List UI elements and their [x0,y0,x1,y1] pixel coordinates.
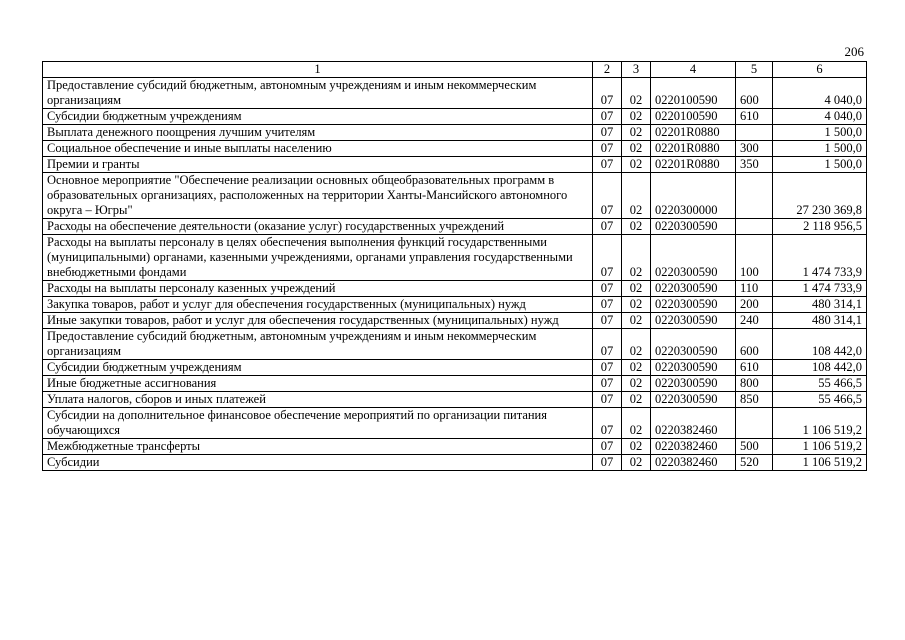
header-cell-6: 6 [773,62,867,78]
subsection-code-cell: 02 [622,313,651,329]
target-article-cell: 0220300590 [651,235,736,281]
amount-cell: 1 106 519,2 [773,455,867,471]
expense-name-cell: Закупка товаров, работ и услуг для обеспечения государственных (муниципальных) нужд [43,297,593,313]
amount-cell: 480 314,1 [773,313,867,329]
target-article-cell: 0220300590 [651,313,736,329]
expense-name-cell: Уплата налогов, сборов и иных платежей [43,392,593,408]
target-article-cell: 0220300590 [651,329,736,360]
section-code-cell: 07 [593,313,622,329]
expense-name-cell: Расходы на обеспечение деятельности (оказание услуг) государственных учреждений [43,219,593,235]
section-code-cell: 07 [593,173,622,219]
table-row [43,376,867,392]
section-code-cell: 07 [593,78,622,109]
target-article-cell: 02201R0880 [651,125,736,141]
section-code-cell: 07 [593,157,622,173]
target-article-cell: 0220382460 [651,455,736,471]
amount-cell: 1 474 733,9 [773,235,867,281]
header-cell-2: 2 [593,62,622,78]
header-cell-5: 5 [736,62,773,78]
table-row [43,439,867,455]
expense-type-cell: 610 [736,360,773,376]
section-code-cell: 07 [593,392,622,408]
target-article-cell: 0220300590 [651,297,736,313]
section-code-cell: 07 [593,297,622,313]
expense-name-cell: Социальное обеспечение и иные выплаты населению [43,141,593,157]
amount-cell: 1 500,0 [773,141,867,157]
expense-type-cell [736,125,773,141]
expense-type-cell [736,408,773,439]
target-article-cell: 0220382460 [651,439,736,455]
expense-name-cell: Иные закупки товаров, работ и услуг для обеспечения государственных (муниципальных) нужд [43,313,593,329]
table-row [43,141,867,157]
subsection-code-cell: 02 [622,109,651,125]
table-row [43,109,867,125]
subsection-code-cell: 02 [622,141,651,157]
expense-name-cell: Выплата денежного поощрения лучшим учителям [43,125,593,141]
amount-cell: 108 442,0 [773,360,867,376]
table-row [43,313,867,329]
budget-table [42,61,867,471]
target-article-cell: 0220300590 [651,392,736,408]
expense-type-cell: 800 [736,376,773,392]
page-number: 206 [844,44,864,59]
table-row [43,392,867,408]
target-article-cell: 02201R0880 [651,141,736,157]
table-row [43,281,867,297]
table-row [43,219,867,235]
section-code-cell: 07 [593,455,622,471]
expense-type-cell: 600 [736,329,773,360]
subsection-code-cell: 02 [622,360,651,376]
expense-type-cell: 240 [736,313,773,329]
expense-type-cell: 200 [736,297,773,313]
subsection-code-cell: 02 [622,455,651,471]
header-cell-4: 4 [651,62,736,78]
table-row [43,455,867,471]
table-row [43,329,867,360]
amount-cell: 4 040,0 [773,109,867,125]
section-code-cell: 07 [593,408,622,439]
expense-name-cell: Премии и гранты [43,157,593,173]
expense-type-cell: 100 [736,235,773,281]
subsection-code-cell: 02 [622,329,651,360]
table-row [43,78,867,109]
amount-cell: 480 314,1 [773,297,867,313]
amount-cell: 108 442,0 [773,329,867,360]
table-row [43,360,867,376]
table-row [43,297,867,313]
expense-type-cell: 850 [736,392,773,408]
target-article-cell: 0220300590 [651,281,736,297]
amount-cell: 1 106 519,2 [773,439,867,455]
expense-name-cell: Межбюджетные трансферты [43,439,593,455]
expense-type-cell: 520 [736,455,773,471]
section-code-cell: 07 [593,235,622,281]
header-cell-3: 3 [622,62,651,78]
subsection-code-cell: 02 [622,297,651,313]
amount-cell: 1 474 733,9 [773,281,867,297]
target-article-cell: 0220382460 [651,408,736,439]
amount-cell: 1 500,0 [773,157,867,173]
expense-name-cell: Предоставление субсидий бюджетным, автономным учреждениям и иным некоммерческим организациям [43,329,593,360]
subsection-code-cell: 02 [622,392,651,408]
expense-type-cell: 610 [736,109,773,125]
target-article-cell: 0220300590 [651,219,736,235]
expense-name-cell: Расходы на выплаты персоналу в целях обеспечения выполнения функций государственными (муниципальными) органами, казенными учреждениями, органами управления государственными внебюджетными фондами [43,235,593,281]
expense-name-cell: Субсидии на дополнительное финансовое обеспечение мероприятий по организации питания обучающихся [43,408,593,439]
section-code-cell: 07 [593,219,622,235]
subsection-code-cell: 02 [622,78,651,109]
table-row [43,157,867,173]
expense-name-cell: Предоставление субсидий бюджетным, автономным учреждениям и иным некоммерческим организациям [43,78,593,109]
subsection-code-cell: 02 [622,157,651,173]
header-cell-1: 1 [43,62,593,78]
target-article-cell: 0220100590 [651,109,736,125]
expense-type-cell: 350 [736,157,773,173]
amount-cell: 27 230 369,8 [773,173,867,219]
subsection-code-cell: 02 [622,125,651,141]
expense-name-cell: Расходы на выплаты персоналу казенных учреждений [43,281,593,297]
section-code-cell: 07 [593,329,622,360]
subsection-code-cell: 02 [622,439,651,455]
table-header-row [43,62,867,78]
expense-name-cell: Субсидии бюджетным учреждениям [43,360,593,376]
expense-name-cell: Иные бюджетные ассигнования [43,376,593,392]
amount-cell: 55 466,5 [773,376,867,392]
table-row [43,125,867,141]
target-article-cell: 0220300590 [651,376,736,392]
subsection-code-cell: 02 [622,408,651,439]
expense-name-cell: Субсидии бюджетным учреждениям [43,109,593,125]
amount-cell: 1 500,0 [773,125,867,141]
table-body [43,62,867,471]
expense-name-cell: Субсидии [43,455,593,471]
expense-type-cell: 110 [736,281,773,297]
expense-type-cell [736,219,773,235]
target-article-cell: 0220300590 [651,360,736,376]
subsection-code-cell: 02 [622,376,651,392]
table-row [43,408,867,439]
section-code-cell: 07 [593,360,622,376]
subsection-code-cell: 02 [622,235,651,281]
section-code-cell: 07 [593,281,622,297]
expense-type-cell: 600 [736,78,773,109]
amount-cell: 55 466,5 [773,392,867,408]
amount-cell: 1 106 519,2 [773,408,867,439]
target-article-cell: 0220100590 [651,78,736,109]
amount-cell: 2 118 956,5 [773,219,867,235]
section-code-cell: 07 [593,439,622,455]
table-row [43,173,867,219]
expense-type-cell: 500 [736,439,773,455]
subsection-code-cell: 02 [622,173,651,219]
expense-type-cell [736,173,773,219]
expense-type-cell: 300 [736,141,773,157]
target-article-cell: 0220300000 [651,173,736,219]
section-code-cell: 07 [593,125,622,141]
table-row [43,235,867,281]
amount-cell: 4 040,0 [773,78,867,109]
target-article-cell: 02201R0880 [651,157,736,173]
subsection-code-cell: 02 [622,281,651,297]
expense-name-cell: Основное мероприятие "Обеспечение реализации основных общеобразовательных программ в образовательных организациях, расположенных на территории Ханты-Мансийского автономного округа – Югры" [43,173,593,219]
section-code-cell: 07 [593,141,622,157]
subsection-code-cell: 02 [622,219,651,235]
section-code-cell: 07 [593,109,622,125]
section-code-cell: 07 [593,376,622,392]
